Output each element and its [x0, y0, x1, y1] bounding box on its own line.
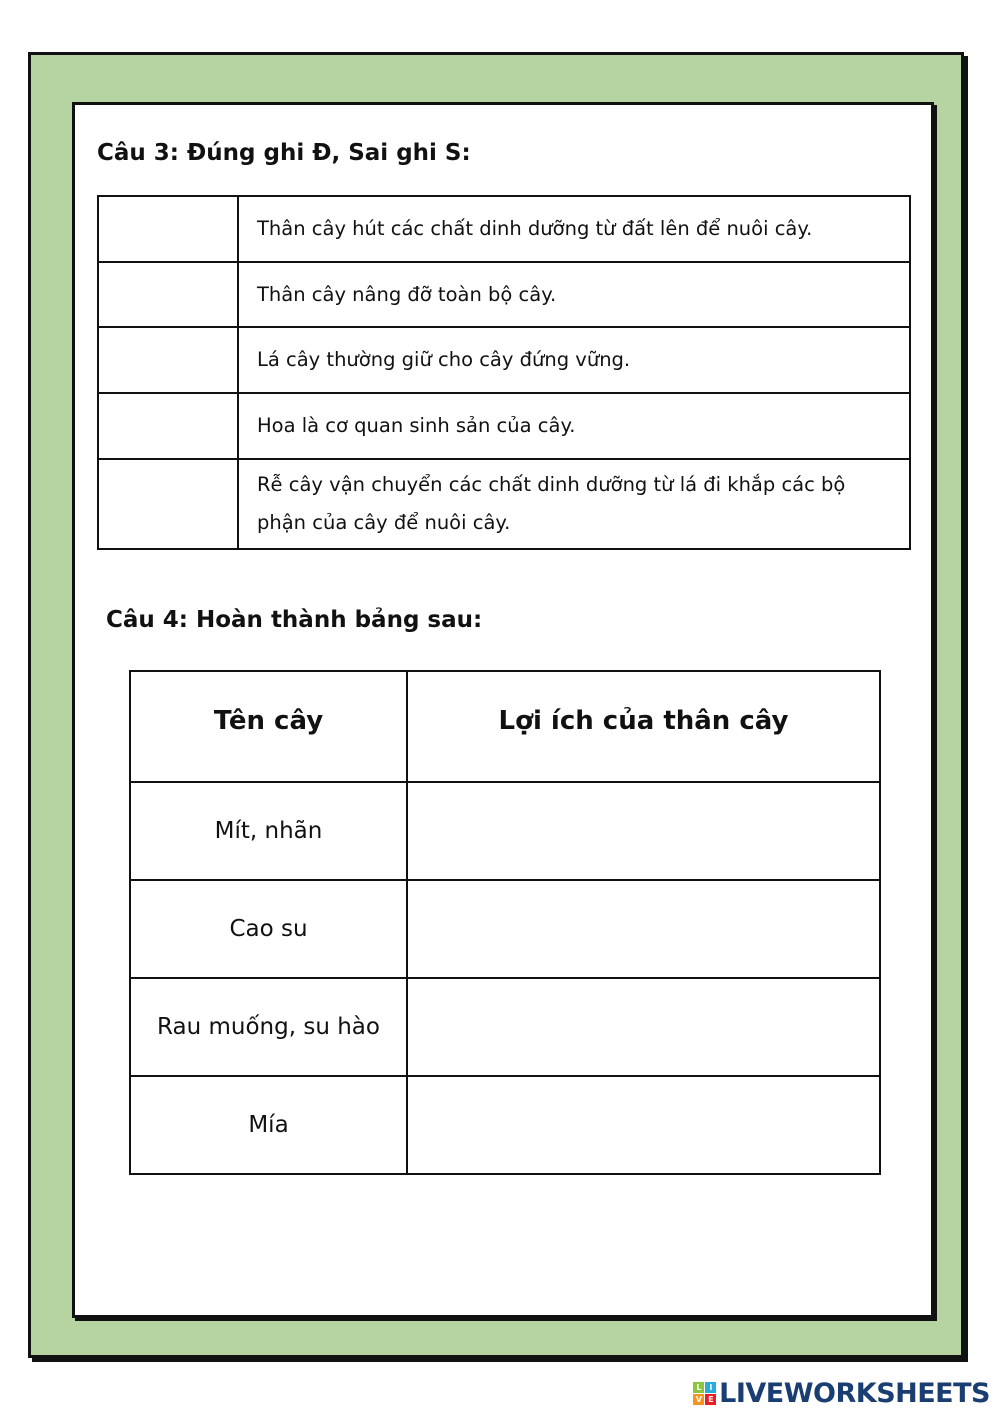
answer-input-1[interactable]	[99, 217, 237, 242]
statement: Rễ cây vận chuyển các chất dinh dưỡng từ lá đi khắp các bộ phận của cây để nuôi cây.	[238, 459, 910, 549]
table-row	[98, 262, 910, 327]
answer-input-4[interactable]	[99, 414, 237, 439]
benefit-input-1[interactable]	[408, 783, 879, 879]
benefit-input-4[interactable]	[408, 1077, 879, 1173]
table-row	[130, 880, 880, 978]
plant-name: Cao su	[130, 880, 407, 978]
answer-input-2[interactable]	[99, 282, 237, 307]
header-row	[130, 671, 880, 782]
liveworksheets-logo	[693, 1378, 990, 1409]
plant-benefit-table	[129, 670, 881, 1175]
table-row	[130, 782, 880, 880]
header-stem-benefit: Lợi ích của thân cây	[407, 671, 880, 782]
table-row	[130, 1076, 880, 1174]
statement: Lá cây thường giữ cho cây đứng vững.	[238, 327, 910, 393]
plant-name: Mía	[130, 1076, 407, 1174]
table-row	[98, 393, 910, 459]
question-4-title: Câu 4: Hoàn thành bảng sau:	[106, 607, 483, 633]
table-row	[98, 196, 910, 262]
statement: Hoa là cơ quan sinh sản của cây.	[238, 393, 910, 459]
statement: Thân cây nâng đỡ toàn bộ cây.	[238, 262, 910, 327]
statement: Thân cây hút các chất dinh dưỡng từ đất lên để nuôi cây.	[238, 196, 910, 262]
plant-name: Mít, nhãn	[130, 782, 407, 880]
table-row	[98, 327, 910, 393]
header-plant-name: Tên cây	[130, 671, 407, 782]
logo-text: LIVEWORKSHEETS	[719, 1378, 990, 1409]
plant-name: Rau muống, su hào	[130, 978, 407, 1076]
benefit-input-2[interactable]	[408, 881, 879, 977]
question-3-title: Câu 3: Đúng ghi Đ, Sai ghi S:	[97, 140, 471, 166]
answer-input-3[interactable]	[99, 348, 237, 373]
logo-blocks-icon: L I V E	[693, 1382, 716, 1405]
true-false-table	[97, 195, 911, 550]
benefit-input-3[interactable]	[408, 979, 879, 1075]
table-row	[98, 459, 910, 549]
answer-input-5[interactable]	[99, 492, 237, 517]
table-row	[130, 978, 880, 1076]
